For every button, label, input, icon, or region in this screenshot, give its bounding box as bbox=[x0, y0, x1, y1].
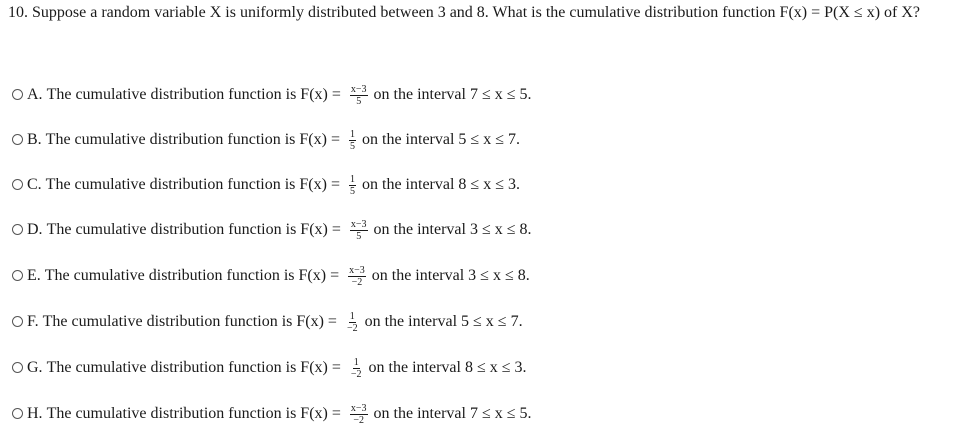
option-f-fraction bbox=[346, 311, 359, 334]
option-d-fraction bbox=[350, 219, 368, 242]
option-f-numerator: 1 bbox=[349, 310, 355, 322]
option-a-text bbox=[27, 84, 532, 107]
option-f-text bbox=[27, 311, 523, 334]
option-f-suffix: on the interval 5 ≤ x ≤ 7. bbox=[364, 313, 523, 330]
radio-h[interactable] bbox=[12, 408, 23, 419]
option-e-fraction bbox=[348, 265, 366, 288]
option-b[interactable] bbox=[12, 125, 520, 155]
option-a[interactable] bbox=[12, 80, 532, 110]
option-a-denominator: 5 bbox=[356, 95, 362, 107]
option-c-prefix: The cumulative distribution function is F(x) bbox=[45, 176, 327, 193]
option-h[interactable] bbox=[12, 399, 532, 429]
option-b-denominator: 5 bbox=[350, 140, 355, 152]
option-e-prefix: The cumulative distribution function is F(x) bbox=[44, 267, 327, 284]
option-g-text bbox=[27, 357, 527, 380]
option-g-suffix: on the interval 8 ≤ x ≤ 3. bbox=[368, 359, 527, 376]
option-b-equals: = bbox=[330, 131, 340, 148]
option-c[interactable] bbox=[12, 170, 520, 200]
option-c-text bbox=[27, 174, 520, 197]
option-h-letter: H. bbox=[27, 405, 43, 422]
option-g-prefix: The cumulative distribution function is F(x) bbox=[46, 359, 328, 376]
option-g-numerator: 1 bbox=[353, 356, 359, 368]
option-a-prefix: The cumulative distribution function is F(x) bbox=[46, 86, 328, 103]
option-b-prefix: The cumulative distribution function is F(x) bbox=[45, 131, 327, 148]
radio-f[interactable] bbox=[12, 316, 23, 327]
option-c-fraction bbox=[349, 174, 356, 197]
option-f-denominator: −2 bbox=[346, 322, 358, 334]
radio-c[interactable] bbox=[12, 179, 23, 190]
option-e[interactable] bbox=[12, 261, 530, 291]
radio-e[interactable] bbox=[12, 270, 23, 281]
option-c-numerator: 1 bbox=[350, 173, 355, 185]
option-b-text bbox=[27, 129, 520, 152]
option-b-fraction bbox=[349, 129, 356, 152]
option-f-equals: = bbox=[327, 313, 337, 330]
option-a-numerator: x−3 bbox=[350, 83, 367, 95]
option-a-letter: A. bbox=[27, 86, 43, 103]
radio-g[interactable] bbox=[12, 362, 23, 373]
option-d-equals: = bbox=[331, 221, 341, 238]
option-e-equals: = bbox=[330, 267, 340, 284]
option-d-letter: D. bbox=[27, 221, 43, 238]
option-e-letter: E. bbox=[27, 267, 41, 284]
option-h-prefix: The cumulative distribution function is F(x) bbox=[46, 405, 328, 422]
option-e-denominator: −2 bbox=[351, 276, 363, 288]
option-b-letter: B. bbox=[27, 131, 42, 148]
question-text: 10. Suppose a random variable X is uniformly distributed between 3 and 8. What is the cumulative distribution function F(x) = P(X ≤ x) of X? bbox=[8, 4, 921, 21]
option-f[interactable] bbox=[12, 307, 523, 337]
option-b-suffix: on the interval 5 ≤ x ≤ 7. bbox=[362, 131, 520, 148]
option-f-prefix: The cumulative distribution function is F(x) bbox=[42, 313, 324, 330]
option-h-text bbox=[27, 403, 532, 426]
option-b-numerator: 1 bbox=[350, 128, 355, 140]
option-a-suffix: on the interval 7 ≤ x ≤ 5. bbox=[373, 86, 532, 103]
option-e-suffix: on the interval 3 ≤ x ≤ 8. bbox=[371, 267, 530, 284]
option-g-denominator: −2 bbox=[350, 368, 362, 380]
option-g-letter: G. bbox=[27, 359, 43, 376]
option-d[interactable] bbox=[12, 215, 532, 245]
radio-a[interactable] bbox=[12, 89, 23, 100]
option-e-text bbox=[27, 265, 530, 288]
radio-d[interactable] bbox=[12, 224, 23, 235]
option-e-numerator: x−3 bbox=[349, 264, 365, 276]
option-c-equals: = bbox=[330, 176, 340, 193]
option-a-equals: = bbox=[331, 86, 341, 103]
option-c-suffix: on the interval 8 ≤ x ≤ 3. bbox=[362, 176, 520, 193]
option-d-numerator: x−3 bbox=[350, 218, 367, 230]
option-d-denominator: 5 bbox=[356, 230, 362, 242]
option-g[interactable] bbox=[12, 353, 527, 383]
option-c-letter: C. bbox=[27, 176, 42, 193]
option-c-denominator: 5 bbox=[350, 185, 355, 197]
option-h-suffix: on the interval 7 ≤ x ≤ 5. bbox=[373, 405, 532, 422]
option-d-text bbox=[27, 219, 532, 242]
option-d-prefix: The cumulative distribution function is F(x) bbox=[46, 221, 328, 238]
option-h-denominator: −2 bbox=[353, 414, 365, 426]
option-d-suffix: on the interval 3 ≤ x ≤ 8. bbox=[373, 221, 532, 238]
option-h-numerator: x−3 bbox=[350, 402, 367, 414]
option-g-fraction bbox=[350, 357, 363, 380]
option-h-equals: = bbox=[331, 405, 341, 422]
option-h-fraction bbox=[350, 403, 368, 426]
option-a-fraction bbox=[350, 84, 368, 107]
option-f-letter: F. bbox=[27, 313, 39, 330]
radio-b[interactable] bbox=[12, 134, 23, 145]
option-g-equals: = bbox=[331, 359, 341, 376]
